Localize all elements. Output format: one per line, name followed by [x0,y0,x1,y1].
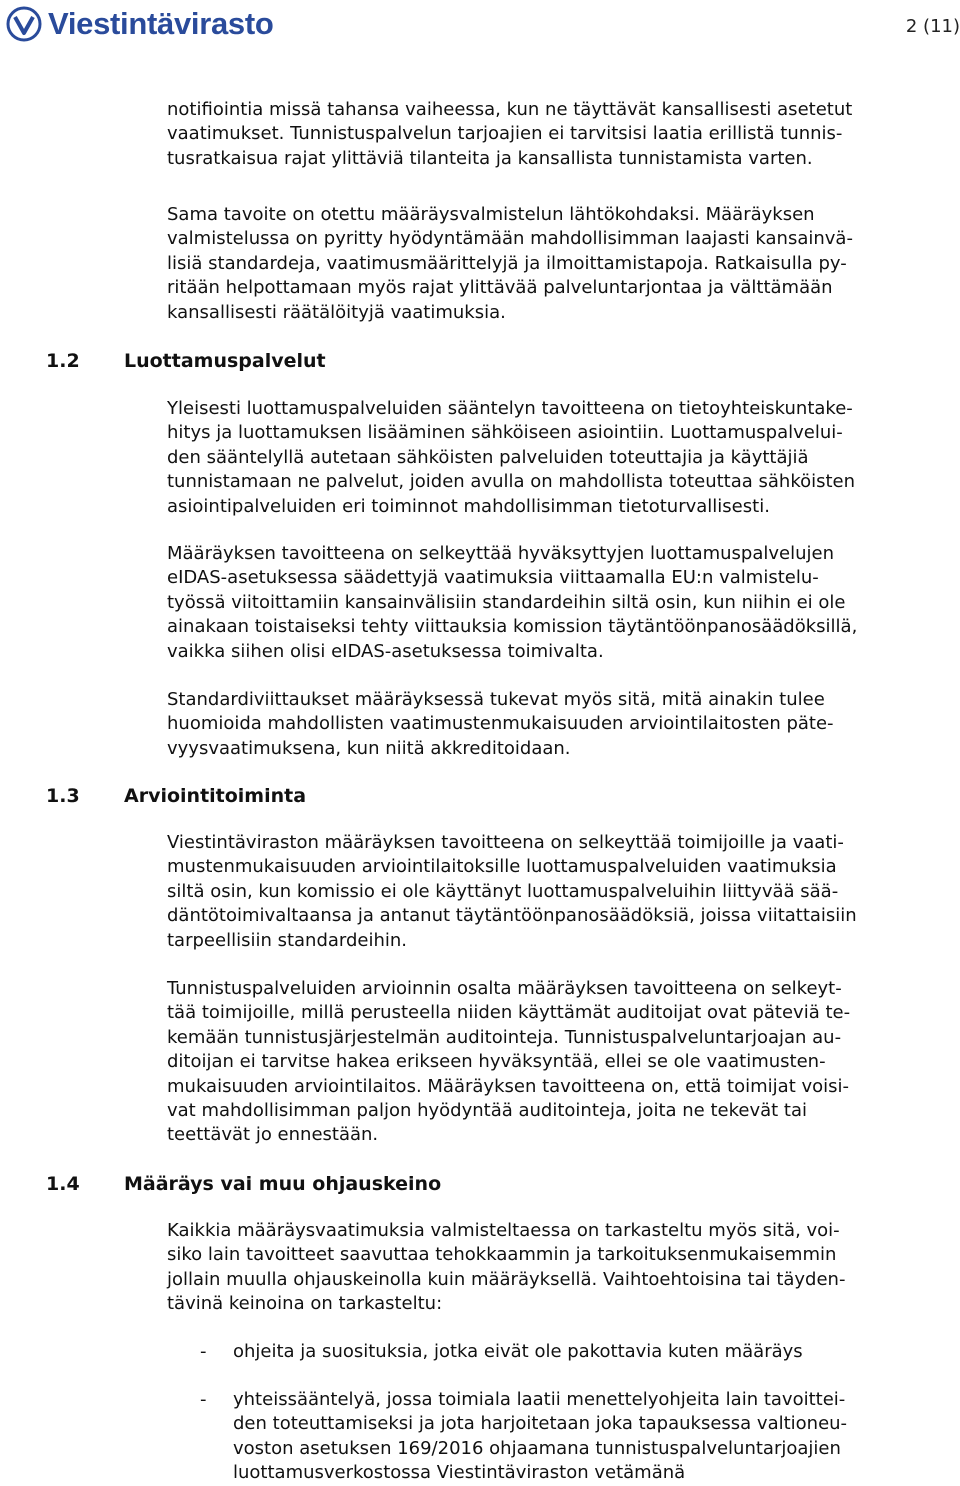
paragraph: Standardiviittaukset määräyksessä tukevat myös sitä, mitä ainakin tulee huomioida mahdollisten vaatimustenmukaisuuden arviointilaitosten päte- vyysvaatimuksena, kun niitä akkreditoidaan. [167,689,834,759]
section-number: 1.3 [46,785,80,807]
section-number: 1.2 [46,350,80,372]
viestintavirasto-logo [6,4,274,44]
paragraph: Tunnistuspalveluiden arvioinnin osalta määräyksen tavoitteena on selkeyt- tää toimijoille, millä perusteella niiden käyttämät auditoijat ovat päteviä te- kemään tunnistusjärjestelmän auditointeja. Tunnistuspalveluntarjoajan au- ditoijan ei tarvitse hakea erikseen hyväksyntää, ellei se ole vaatimusten- mukaisuuden arviointilaitos. Määräyksen tavoitteena on, että toimijat voisi- vat mahdollisimman paljon hyödyntää auditointeja, joita ne tekevät tai teettävät jo ennestään. [167,978,851,1146]
section-number: 1.4 [46,1173,80,1195]
page-number: 2 (11) [905,16,960,37]
list-bullet: - [200,1341,207,1362]
list-item: - ohjeita ja suosituksia, jotka eivät ole pakottavia kuten määräys [200,1340,803,1364]
logo-emblem-icon [6,6,42,42]
list-item: - yhteissääntelyä, jossa toimiala laatii menettelyohjeita lain tavoittei- den toteuttamiseksi ja jota harjoitetaan joka tapauksessa valtioneu- voston asetuksen 169/2016 ohjaamana tunnistuspalveluntarjoajien luottamusverkostossa Viestintäviraston vetämänä [200,1389,848,1484]
section-heading [46,350,326,372]
list-bullet: - [200,1389,207,1410]
paragraph: Yleisesti luottamuspalveluiden sääntelyn tavoitteena on tietoyhteiskuntake- hitys ja luottamuksen lisääminen sähköiseen asiointiin. Luottamuspalvelui- den sääntelyllä autetaan sähköisten palveluiden toteuttajia ja käyttäjiä tunnistamaan ne palvelut, joiden avulla on mahdollista toteuttaa sähköisten asiointipalveluiden eri toiminnot mahdollisimman tietoturvallisesti. [167,398,856,517]
section-heading [46,785,306,807]
paragraph: Sama tavoite on otettu määräysvalmistelun lähtökohdaksi. Määräyksen valmistelussa on pyritty hyödyntämään mahdollisimman laajasti kansainvä- lisiä standardeja, vaatimusmäärittelyjä ja ilmoittamistapoja. Ratkaisulla py- ritään helpottamaan myös rajat ylittävää palveluntarjontaa ja välttämään kansallisesti räätälöityjä vaatimuksia. [167,204,853,323]
paragraph: Määräyksen tavoitteena on selkeyttää hyväksyttyjen luottamuspalvelujen eIDAS-asetuksessa säädettyjä vaatimuksia viittaamalla EU:n valmistelu- työssä viitoittamiin kansainvälisiin standardeihin siltä osin, kun niihin ei ole ainakaan toistaiseksi tehty viittauksia komission täytäntöönpanosäädöksillä, vaikka siihen olisi eIDAS-asetuksessa toimivalta. [167,543,858,662]
paragraph: Viestintäviraston määräyksen tavoitteena on selkeyttää toimijoille ja vaati- mustenmukaisuuden arviointilaitoksille luottamuspalveluiden vaatimuksia siltä osin, kun komissio ei ole käyttänyt luottamuspalveluihin liittyvää sää- däntötoimivaltaansa ja antanut täytäntöönpanosäädöksiä, joissa viitattaisiin tarpeellisiin standardeihin. [167,832,857,951]
paragraph: notifiointia missä tahansa vaiheessa, kun ne täyttävät kansallisesti asetetut vaatimukset. Tunnistuspalvelun tarjoajien ei tarvitsisi laatia erillistä tunnis- tusratkaisua rajat ylittäviä tilanteita ja kansallista tunnistamista varten. [167,99,853,169]
paragraph: Kaikkia määräysvaatimuksia valmisteltaessa on tarkasteltu myös sitä, voi- siko lain tavoitteet saavuttaa tehokkaammin ja tarkoituksenmukaisemmin jollain muulla ohjauskeinolla kuin määräyksellä. Vaihtoehtoisina tai täyden- tävinä keinoina on tarkasteltu: [167,1220,846,1315]
section-title: Luottamuspalvelut [124,350,326,372]
logo-text: Viestintävirasto [48,6,274,41]
section-title: Määräys vai muu ohjauskeino [124,1173,442,1195]
section-heading [46,1173,441,1195]
section-title: Arviointitoiminta [124,785,307,807]
